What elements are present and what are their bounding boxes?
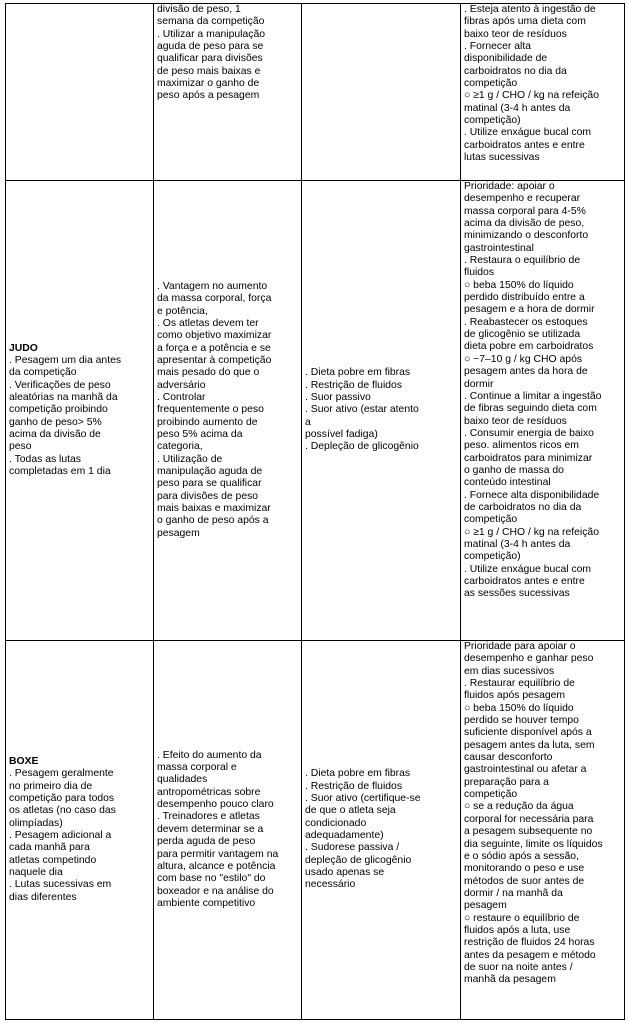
text-line: apresentar à competição xyxy=(157,354,272,366)
text-line: . Os atletas devem ter xyxy=(157,317,259,329)
text-line: categoria, xyxy=(157,441,203,453)
text-line: de carboidratos no dia da xyxy=(464,501,582,513)
text-line: a força e a potência e se xyxy=(157,342,271,354)
text-line: fluidos após pesagem xyxy=(464,690,566,702)
text-line: ○ ~7–10 g / kg CHO após xyxy=(464,353,583,365)
text-line: ○ ≥1 g / CHO / kg na refeição xyxy=(464,526,599,538)
text-line: de glicogênio se utilizada xyxy=(464,329,581,341)
text-line: . Utilização de xyxy=(157,453,223,465)
text-line: antropométricas sobre xyxy=(157,786,261,798)
text-line: . Utilize enxágue bucal com xyxy=(464,127,592,139)
text-line: . Restaura o equilíbrio de xyxy=(464,255,581,267)
sport-rules xyxy=(9,768,150,904)
text-line: pesagem antes da luta, sem xyxy=(464,739,595,751)
text-line: desempenho e ganhar peso xyxy=(464,653,594,665)
text-line: dieta pobre em carboidratos xyxy=(464,341,594,353)
text-line: Prioridade para apoiar o xyxy=(464,641,576,652)
text-line: competição) xyxy=(464,551,521,563)
text-line: monitorando o peso e use xyxy=(464,863,585,875)
text-line: . Restaurar equilíbrio de xyxy=(464,678,575,690)
text-line: competição para todos xyxy=(9,792,115,804)
text-line: proibindo aumento de xyxy=(157,416,258,428)
text-line: dias diferentes xyxy=(9,891,77,903)
text-line: como objetivo maximizar xyxy=(157,330,272,342)
weight-loss-methods-cell xyxy=(302,181,461,641)
text-line: competição xyxy=(464,78,518,90)
text-line: o ganho de massa do xyxy=(464,464,564,476)
text-line: . Esteja atento à ingestão de xyxy=(464,4,596,15)
text-line: . Depleção de glicogênio xyxy=(305,441,419,453)
text-line: minimizando o desconforto xyxy=(464,230,589,242)
text-line: da massa corporal, força xyxy=(157,293,272,305)
text-line: baixo teor de resíduos xyxy=(464,415,567,427)
text-line: manhã da pesagem xyxy=(464,974,556,986)
text-line: corporal for necessária para xyxy=(464,813,594,825)
text-line: ○ restaure o equilíbrio de xyxy=(464,912,580,924)
text-line: competição xyxy=(464,514,518,526)
text-line: perdido se houver tempo xyxy=(464,715,579,727)
text-line: preparação para a xyxy=(464,776,549,788)
text-line: fluidos após a luta, use xyxy=(464,924,571,936)
text-line: divisão de peso, 1 xyxy=(157,4,241,15)
text-line: de fibras seguindo dieta com xyxy=(464,403,597,415)
text-line: desempenho e recuperar xyxy=(464,193,581,205)
text-line: adequadamente) xyxy=(305,830,384,841)
text-line: possível fadiga) xyxy=(305,429,378,441)
text-line: . Controlar xyxy=(157,391,206,403)
text-line: . Suor passivo xyxy=(305,391,371,403)
text-line: semana da competição xyxy=(157,16,265,28)
text-line: competição) xyxy=(464,115,521,127)
text-line: com base no "estilo" do xyxy=(157,873,266,885)
text-line: Prioridade: apoiar o xyxy=(464,181,555,192)
text-line: a pesagem subsequente no xyxy=(464,826,593,838)
text-line: . Fornecer alta xyxy=(464,41,531,53)
nutrition-recovery-cell xyxy=(461,641,625,1020)
text-line: manipulação aguda de xyxy=(157,466,263,478)
text-line: lutas sucessivas xyxy=(464,152,540,164)
sport-rules-cell xyxy=(6,4,154,181)
text-line: . Utilizar a manipulação xyxy=(157,28,265,40)
text-line: perdido distribuído entre a xyxy=(464,292,585,304)
text-line: métodos de suor antes de xyxy=(464,875,585,887)
nutrition-recovery-cell xyxy=(461,4,625,181)
sport-name: JUDO xyxy=(9,342,38,354)
text-line: atletas competindo xyxy=(9,854,97,866)
text-line: peso após a pesagem xyxy=(157,90,260,102)
text-line: e potência, xyxy=(157,305,208,317)
text-line: gastrointestinal xyxy=(464,242,534,254)
text-line: . Efeito do aumento da xyxy=(157,749,262,761)
text-line: naquele dia xyxy=(9,867,63,879)
text-line: a xyxy=(305,416,311,428)
text-line: conteúdo intestinal xyxy=(464,477,551,489)
text-line: usado apenas se xyxy=(305,867,385,879)
text-line: mais baixas e maximizar xyxy=(157,503,271,515)
text-line: para divisões de peso xyxy=(157,490,259,502)
text-line: . Suor ativo (estar atento xyxy=(305,404,419,416)
text-line: da competição xyxy=(9,367,77,379)
text-line: . Utilize enxágue bucal com xyxy=(464,563,592,575)
text-line: carboidratos no dia da xyxy=(464,65,567,77)
text-line: cada manhã para xyxy=(9,842,90,854)
text-line: aguda de peso para se xyxy=(157,41,264,53)
text-line: . Todas as lutas xyxy=(9,453,82,465)
sport-rules-cell xyxy=(6,181,154,641)
text-line: para permitir vantagem na xyxy=(157,848,279,860)
text-line: massa corporal e xyxy=(157,762,237,774)
text-line: . Restrição de fluidos xyxy=(305,780,403,792)
text-line: . Dieta pobre em fibras xyxy=(305,768,411,780)
text-line: . Continue a limitar a ingestão xyxy=(464,390,602,402)
text-line: de peso mais baixas e xyxy=(157,65,261,77)
text-line: baixo teor de resíduos xyxy=(464,28,567,40)
weight-loss-methods-cell xyxy=(302,4,461,181)
text-line: de que o atleta seja xyxy=(305,805,396,817)
weight-loss-methods-cell xyxy=(302,641,461,1020)
text-line: fluidos xyxy=(464,267,495,279)
table-row xyxy=(6,4,625,181)
text-line: dia seguinte, limite os líquidos xyxy=(464,838,603,850)
text-line: matinal (3-4 h antes da xyxy=(464,538,571,550)
text-line: mais pesado do que o xyxy=(157,367,260,379)
text-line: olimpíadas) xyxy=(9,817,63,829)
text-line: ○ beba 150% do líquido xyxy=(464,702,574,714)
text-line: no primeiro dia de xyxy=(9,780,93,792)
text-line: . Reabastecer os estoques xyxy=(464,316,588,328)
text-line: boxeador e na análise do xyxy=(157,885,274,897)
text-line: fibras após uma dieta com xyxy=(464,16,586,28)
text-line: as sessões sucessivas xyxy=(464,588,570,600)
text-line: depleção de glicogênio xyxy=(305,854,412,866)
text-line: qualificar para divisões xyxy=(157,53,263,65)
text-line: restrição de fluidos 24 horas xyxy=(464,937,595,949)
text-line: e o sódio após a sessão, xyxy=(464,850,579,862)
text-line: . Vantagem no aumento xyxy=(157,280,268,292)
text-line: . Suor ativo (certifique-se xyxy=(305,792,421,804)
text-line: pesagem antes da hora de xyxy=(464,366,588,378)
text-line: aleatórias na manhã da xyxy=(9,391,118,403)
text-line: . Fornece alta disponibilidade xyxy=(464,489,600,501)
text-line: os atletas (no caso das xyxy=(9,805,116,817)
text-line: . Sudorese passiva / xyxy=(305,842,400,854)
nutrition-recovery-cell xyxy=(461,181,625,641)
text-line: massa corporal para 4-5% xyxy=(464,205,586,217)
text-line: suficiente disponível após a xyxy=(464,727,592,739)
text-line: antes da pesagem e método xyxy=(464,949,596,961)
text-line: disponibilidade de xyxy=(464,53,548,65)
weight-strategy-cell xyxy=(154,641,302,1020)
sport-rules-cell xyxy=(6,641,154,1020)
text-line: . Treinadores e atletas xyxy=(157,811,260,823)
text-line: desempenho pouco claro xyxy=(157,799,274,811)
text-line: acima da divisão de xyxy=(9,429,101,441)
text-line: competição proibindo xyxy=(9,404,108,416)
text-line: dormir / na manhã da xyxy=(464,887,563,899)
text-line: ○ ≥1 g / CHO / kg na refeição xyxy=(464,90,599,102)
text-line: perda aguda de peso xyxy=(157,836,256,848)
text-line: dormir xyxy=(464,378,494,390)
sport-name: BOXE xyxy=(9,755,39,767)
text-line: carboidratos para minimizar xyxy=(464,452,593,464)
text-line: o ganho de peso após a xyxy=(157,515,269,527)
text-line: pesagem e a hora de dormir xyxy=(464,304,595,316)
weight-strategy-cell xyxy=(154,4,302,181)
text-line: pesagem xyxy=(464,900,507,912)
text-line: adversário xyxy=(157,379,206,391)
text-line: . Restrição de fluidos xyxy=(305,379,403,391)
text-line: de suor na noite antes / xyxy=(464,961,573,973)
text-line: . Consumir energia de baixo xyxy=(464,427,594,439)
text-line: gastrointestinal ou afetar a xyxy=(464,764,587,776)
sport-rules xyxy=(9,355,150,478)
text-line: carboidratos antes e entre xyxy=(464,139,585,151)
text-line: peso 5% acima da xyxy=(157,429,243,441)
table-row xyxy=(6,181,625,641)
text-line: altura, alcance e potência xyxy=(157,860,276,872)
text-line: causar desconforto xyxy=(464,752,553,764)
text-line: carboidratos antes e entre xyxy=(464,576,585,587)
text-line: peso para se qualificar xyxy=(157,478,262,490)
text-line: competição xyxy=(464,789,518,801)
text-line: . Pesagem adicional a xyxy=(9,830,112,841)
text-line: . Pesagem geralmente xyxy=(9,768,114,780)
text-line: peso. alimentos ricos em xyxy=(464,440,579,452)
text-line: acima da divisão de peso, xyxy=(464,218,585,230)
text-line: ○ beba 150% do líquido xyxy=(464,279,574,291)
text-line: em dias sucessivos xyxy=(464,665,555,677)
text-line: completadas em 1 dia xyxy=(9,466,111,478)
text-line: maximizar o ganho de xyxy=(157,78,260,90)
text-line: pesagem xyxy=(157,527,200,539)
text-line: necessário xyxy=(305,879,356,891)
table-row xyxy=(6,641,625,1020)
text-line: ganho de peso> 5% xyxy=(9,416,102,428)
text-line: devem determinar se a xyxy=(157,823,264,835)
text-line: . Dieta pobre em fibras xyxy=(305,367,411,379)
weight-management-table xyxy=(5,3,625,1020)
text-line: ○ se a redução da água xyxy=(464,801,574,813)
text-line: peso xyxy=(9,441,32,453)
text-line: qualidades xyxy=(157,774,208,786)
text-line: . Pesagem um dia antes xyxy=(9,354,122,366)
text-line: matinal (3-4 h antes da xyxy=(464,102,571,114)
text-line: frequentemente o peso xyxy=(157,404,264,416)
text-line: . Verificações de peso xyxy=(9,379,111,391)
text-line: . Lutas sucessivas em xyxy=(9,879,112,891)
weight-strategy-cell xyxy=(154,181,302,641)
text-line: ambiente competitivo xyxy=(157,897,256,909)
text-line: condicionado xyxy=(305,817,367,829)
